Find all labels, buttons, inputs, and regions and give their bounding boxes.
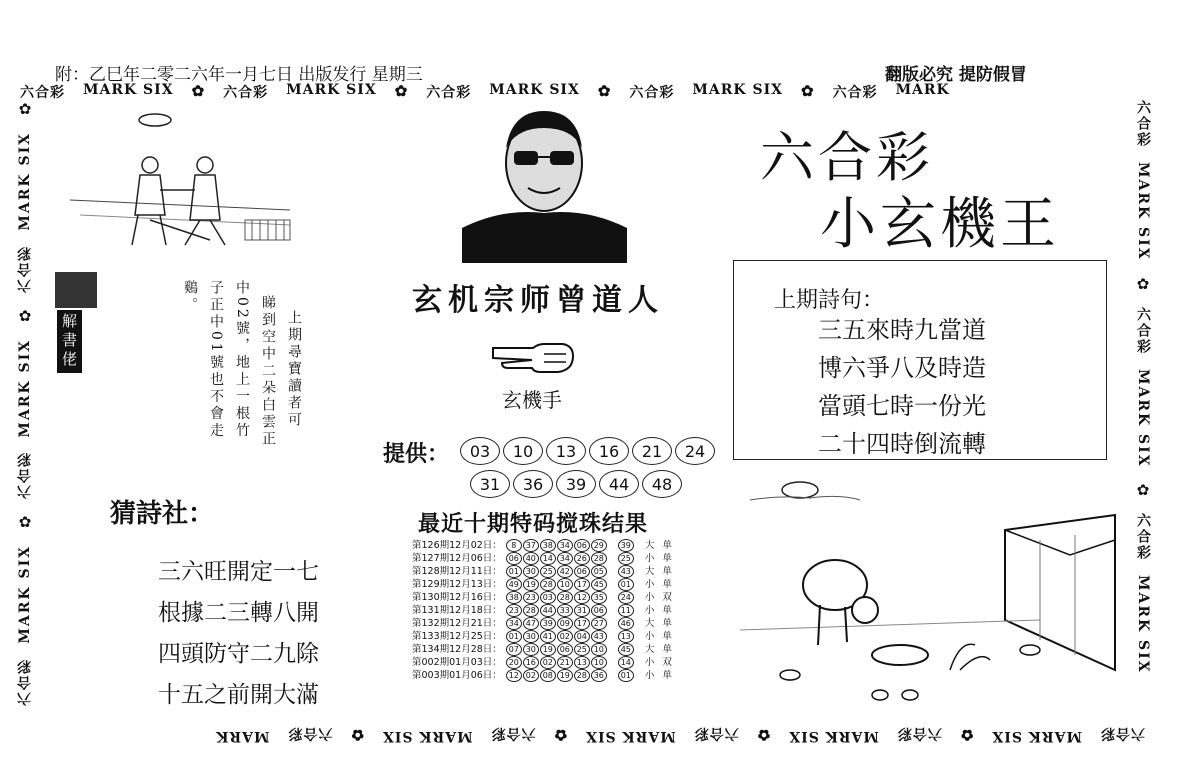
master-portrait xyxy=(462,103,627,263)
border-lhc: 六合彩 xyxy=(629,85,675,101)
result-number: 12 xyxy=(574,591,590,604)
period-cell: 第129期12月13日： xyxy=(412,578,502,590)
result-number: 01 xyxy=(506,630,522,643)
last-poem-line: 二十四時倒流轉 xyxy=(818,430,986,458)
guess-poem-line: 四頭防守二九除 xyxy=(158,641,319,667)
result-number: 28 xyxy=(523,604,539,617)
result-number: 06 xyxy=(591,604,607,617)
result-number: 12 xyxy=(506,669,522,682)
result-number: 38 xyxy=(540,539,556,552)
result-number: 34 xyxy=(557,552,573,565)
numbers-cell xyxy=(504,539,610,552)
number-ball: 03 xyxy=(460,437,500,465)
result-number: 30 xyxy=(523,643,539,656)
result-number: 03 xyxy=(540,591,556,604)
border-lhc: 六合彩 xyxy=(426,85,472,101)
parity-cell: 单 xyxy=(662,565,672,577)
copyright-notice: 翻版必究 提防假冒 xyxy=(885,65,1027,85)
size-cell: 小 xyxy=(644,578,655,590)
result-number: 02 xyxy=(540,656,556,669)
border-mark: MARK xyxy=(895,82,950,98)
last-poem-lines xyxy=(818,311,986,463)
parity-cell: 单 xyxy=(662,578,672,590)
results-row xyxy=(410,630,674,643)
result-number: 08 xyxy=(540,669,556,682)
flower-icon: ✿ xyxy=(756,726,771,744)
special-number: 25 xyxy=(618,552,634,565)
result-number: 39 xyxy=(540,617,556,630)
brand-title-line1: 六合彩 xyxy=(760,126,934,189)
result-number: 30 xyxy=(523,630,539,643)
guess-poem-line: 三六旺開定一七 xyxy=(158,559,319,585)
parity-cell: 单 xyxy=(662,643,672,655)
result-number: 06 xyxy=(557,643,573,656)
border-lhc: 六合彩 xyxy=(896,725,942,741)
number-ball: 36 xyxy=(513,470,553,498)
special-number: 14 xyxy=(618,656,634,669)
result-number: 19 xyxy=(557,669,573,682)
result-number: 06 xyxy=(506,552,522,565)
parity-cell: 单 xyxy=(662,604,672,616)
special-number: 43 xyxy=(618,565,634,578)
jie-text-column: 睇到空中二朵白雲正 xyxy=(260,295,276,448)
result-number: 29 xyxy=(591,539,607,552)
result-number: 40 xyxy=(523,552,539,565)
results-row xyxy=(410,591,674,604)
result-number: 10 xyxy=(591,643,607,656)
flower-icon: ✿ xyxy=(18,513,32,532)
special-number: 01 xyxy=(618,578,634,591)
special-cell xyxy=(610,643,637,656)
special-cell xyxy=(610,656,637,669)
period-cell: 第127期12月06日： xyxy=(412,552,502,564)
result-number: 02 xyxy=(523,669,539,682)
left-border xyxy=(10,100,40,720)
number-ball: 31 xyxy=(470,470,510,498)
results-row xyxy=(410,552,674,565)
result-number: 33 xyxy=(557,604,573,617)
result-number: 20 xyxy=(506,656,522,669)
result-number: 45 xyxy=(591,578,607,591)
special-cell xyxy=(610,552,637,565)
guess-poem-line: 十五之前開大滿 xyxy=(158,682,319,708)
border-mark-six: MARK SIX xyxy=(489,82,580,98)
result-number: 28 xyxy=(574,669,590,682)
special-number: 24 xyxy=(618,591,634,604)
parity-cell: 单 xyxy=(662,630,672,642)
result-number: 14 xyxy=(540,552,556,565)
result-number: 10 xyxy=(557,578,573,591)
size-cell: 小 xyxy=(644,604,655,616)
master-name: 玄机宗师曾道人 xyxy=(412,283,664,318)
guess-poem-label: 猜詩社： xyxy=(110,499,215,529)
numbers-cell xyxy=(504,656,610,669)
period-cell: 第132期12月21日： xyxy=(412,617,502,629)
result-number: 47 xyxy=(523,617,539,630)
result-number: 07 xyxy=(506,643,522,656)
results-row xyxy=(410,604,674,617)
result-number: 26 xyxy=(574,552,590,565)
parity-cell: 单 xyxy=(662,669,672,681)
number-ball: 10 xyxy=(503,437,543,465)
jie-text-column: 子正中01號也不會走 xyxy=(208,280,224,440)
period-cell: 第134期12月28日： xyxy=(412,643,502,655)
sheep-wall-illustration xyxy=(740,470,1125,715)
result-number: 28 xyxy=(557,591,573,604)
result-number: 28 xyxy=(540,578,556,591)
border-mark-six: MARK SIX xyxy=(692,82,783,98)
parity-cell: 单 xyxy=(662,552,672,564)
border-mark-six: MARK SIX xyxy=(1135,575,1151,674)
result-number: 13 xyxy=(574,656,590,669)
size-cell: 大 xyxy=(644,539,655,551)
last-poem-label: 上期詩句： xyxy=(774,288,885,313)
result-number: 27 xyxy=(591,617,607,630)
numbers-cell xyxy=(504,578,610,591)
numbers-cell xyxy=(504,565,610,578)
border-mark-six: MARK SIX xyxy=(1135,368,1151,468)
top-border xyxy=(20,82,1130,102)
size-cell: 大 xyxy=(644,617,655,629)
result-number: 35 xyxy=(591,591,607,604)
border-lhc: 六合彩 xyxy=(17,244,33,293)
result-number: 19 xyxy=(540,643,556,656)
border-lhc: 六合彩 xyxy=(1135,100,1151,148)
border-mark-six: MARK SIX xyxy=(17,132,33,231)
result-number: 06 xyxy=(574,539,590,552)
flower-icon: ✿ xyxy=(350,726,365,744)
special-cell xyxy=(610,565,637,578)
results-row xyxy=(410,539,674,552)
border-mark-six: MARK SIX xyxy=(991,728,1082,744)
result-number: 41 xyxy=(540,630,556,643)
results-table xyxy=(410,539,674,682)
flower-icon: ✿ xyxy=(18,306,32,325)
size-cell: 大 xyxy=(644,565,655,577)
right-border xyxy=(1128,100,1158,720)
jie-shu-lao-tag: 解書佬 xyxy=(57,310,82,373)
provide-row-1 xyxy=(460,437,718,465)
numbers-cell xyxy=(504,552,610,565)
results-row xyxy=(410,578,674,591)
results-row xyxy=(410,656,674,669)
parity-cell: 单 xyxy=(662,617,672,629)
period-cell: 第133期12月25日： xyxy=(412,630,502,642)
numbers-cell xyxy=(504,617,610,630)
results-title: 最近十期特码搅珠结果 xyxy=(418,511,649,537)
size-cell: 小 xyxy=(644,552,655,564)
provide-row-2 xyxy=(470,470,685,498)
result-number: 05 xyxy=(591,565,607,578)
flower-icon: ✿ xyxy=(553,726,568,744)
result-number: 30 xyxy=(523,565,539,578)
flower-icon: ✿ xyxy=(597,82,612,100)
border-lhc: 六合彩 xyxy=(17,451,33,500)
result-number: 31 xyxy=(574,604,590,617)
flower-icon: ✿ xyxy=(1136,481,1150,500)
number-ball: 44 xyxy=(599,470,639,498)
jie-text-column: 鷄。 xyxy=(182,280,198,314)
result-number: 19 xyxy=(523,578,539,591)
special-cell xyxy=(610,539,637,552)
numbers-cell xyxy=(504,669,610,682)
result-number: 49 xyxy=(506,578,522,591)
special-cell xyxy=(610,630,637,643)
result-number: 04 xyxy=(574,630,590,643)
provide-label: 提供： xyxy=(383,441,450,467)
numbers-cell xyxy=(504,591,610,604)
result-number: 36 xyxy=(591,669,607,682)
jie-shu-lao-text xyxy=(180,280,304,460)
result-number: 02 xyxy=(557,630,573,643)
number-ball: 13 xyxy=(546,437,586,465)
parity-cell: 双 xyxy=(662,656,672,668)
border-lhc: 六合彩 xyxy=(1135,513,1151,562)
result-number: 34 xyxy=(506,617,522,630)
result-number: 37 xyxy=(523,539,539,552)
hand-label: 玄機手 xyxy=(502,388,562,412)
special-number: 13 xyxy=(618,630,634,643)
numbers-cell xyxy=(504,604,610,617)
flower-icon: ✿ xyxy=(800,82,815,100)
special-cell xyxy=(610,669,637,682)
flower-icon: ✿ xyxy=(1136,274,1150,293)
parity-cell: 单 xyxy=(662,539,672,551)
parity-cell: 双 xyxy=(662,591,672,603)
border-mark-six: MARK SIX xyxy=(1135,162,1151,261)
special-cell xyxy=(610,604,637,617)
last-poem-line: 三五來時九當道 xyxy=(818,316,986,344)
border-lhc: 六合彩 xyxy=(20,85,65,101)
number-ball: 39 xyxy=(556,470,596,498)
result-number: 38 xyxy=(506,591,522,604)
period-cell: 第128期12月11日： xyxy=(412,565,502,577)
border-lhc: 六合彩 xyxy=(1135,306,1151,355)
size-cell: 小 xyxy=(644,656,655,668)
flower-icon: ✿ xyxy=(394,82,409,100)
flower-icon: ✿ xyxy=(959,726,974,744)
result-number: 06 xyxy=(574,565,590,578)
special-cell xyxy=(610,591,637,604)
border-mark-six: MARK SIX xyxy=(585,728,676,744)
border-lhc: 六合彩 xyxy=(17,657,33,706)
border-mark-six: MARK SIX xyxy=(17,338,33,438)
results-row xyxy=(410,617,674,630)
result-number: 01 xyxy=(506,565,522,578)
period-cell: 第130期12月16日： xyxy=(412,591,502,603)
result-number: 34 xyxy=(557,539,573,552)
result-number: 42 xyxy=(557,565,573,578)
special-number: 01 xyxy=(618,669,634,682)
result-number: 25 xyxy=(574,643,590,656)
last-poem-box xyxy=(733,260,1107,460)
result-number: 16 xyxy=(523,656,539,669)
number-ball: 48 xyxy=(642,470,682,498)
numbers-cell xyxy=(504,630,610,643)
special-cell xyxy=(610,578,637,591)
result-number: 21 xyxy=(557,656,573,669)
brand-title-line2: 小玄機王 xyxy=(820,192,1060,257)
special-number: 11 xyxy=(618,604,634,617)
size-cell: 小 xyxy=(644,591,655,603)
jie-text-column: 中02號，地上一根竹 xyxy=(234,280,250,440)
border-lhc: 六合彩 xyxy=(693,725,739,741)
number-ball: 16 xyxy=(589,437,629,465)
result-number: 25 xyxy=(540,565,556,578)
period-cell: 第003期01月06日： xyxy=(412,669,502,681)
size-cell: 小 xyxy=(644,669,655,681)
result-number: 09 xyxy=(557,617,573,630)
border-mark-six: MARK SIX xyxy=(788,728,879,744)
border-mark-six: MARK SIX xyxy=(17,545,33,644)
period-cell: 第002期01月03日： xyxy=(412,656,502,668)
border-mark-six: MARK SIX xyxy=(286,82,377,98)
border-mark: MARK xyxy=(215,728,270,744)
guess-poem-line: 根據二三轉八開 xyxy=(158,600,319,626)
result-number: 23 xyxy=(506,604,522,617)
border-lhc: 六合彩 xyxy=(287,725,333,741)
special-cell xyxy=(610,617,637,630)
size-cell: 大 xyxy=(644,643,655,655)
border-lhc: 六合彩 xyxy=(832,85,878,101)
result-number: 8 xyxy=(506,539,522,552)
numbers-cell xyxy=(504,643,610,656)
border-lhc: 六合彩 xyxy=(1100,725,1145,741)
border-mark-six: MARK SIX xyxy=(382,728,473,744)
jie-shu-lao-avatar xyxy=(55,272,97,308)
two-figures-illustration xyxy=(60,105,300,255)
results-row xyxy=(410,565,674,578)
result-number: 44 xyxy=(540,604,556,617)
border-lhc: 六合彩 xyxy=(490,725,536,741)
result-number: 10 xyxy=(591,656,607,669)
last-poem-line: 博六爭八及時造 xyxy=(818,354,986,382)
border-mark-six: MARK SIX xyxy=(83,82,174,98)
special-number: 39 xyxy=(618,539,634,552)
period-cell: 第126期12月02日： xyxy=(412,539,502,551)
results-row xyxy=(410,669,674,682)
number-ball: 21 xyxy=(632,437,672,465)
result-number: 17 xyxy=(574,578,590,591)
period-cell: 第131期12月18日： xyxy=(412,604,502,616)
jie-text-column: 上期尋寶讀者可 xyxy=(286,310,302,429)
result-number: 28 xyxy=(591,552,607,565)
border-lhc: 六合彩 xyxy=(223,85,269,101)
number-ball: 24 xyxy=(675,437,715,465)
publish-date: 附：乙巳年二零二六年一月七日 出版发行 星期三 xyxy=(55,65,423,85)
results-row xyxy=(410,643,674,656)
result-number: 23 xyxy=(523,591,539,604)
special-number: 45 xyxy=(618,643,634,656)
flower-icon: ✿ xyxy=(18,100,32,118)
size-cell: 小 xyxy=(644,630,655,642)
special-number: 46 xyxy=(618,617,634,630)
flower-icon: ✿ xyxy=(191,82,206,100)
last-poem-line: 當頭七時一份光 xyxy=(818,392,986,420)
guess-poem xyxy=(158,552,319,716)
pointing-hand-icon xyxy=(488,330,578,380)
result-number: 17 xyxy=(574,617,590,630)
bottom-border xyxy=(35,724,1145,744)
result-number: 43 xyxy=(591,630,607,643)
